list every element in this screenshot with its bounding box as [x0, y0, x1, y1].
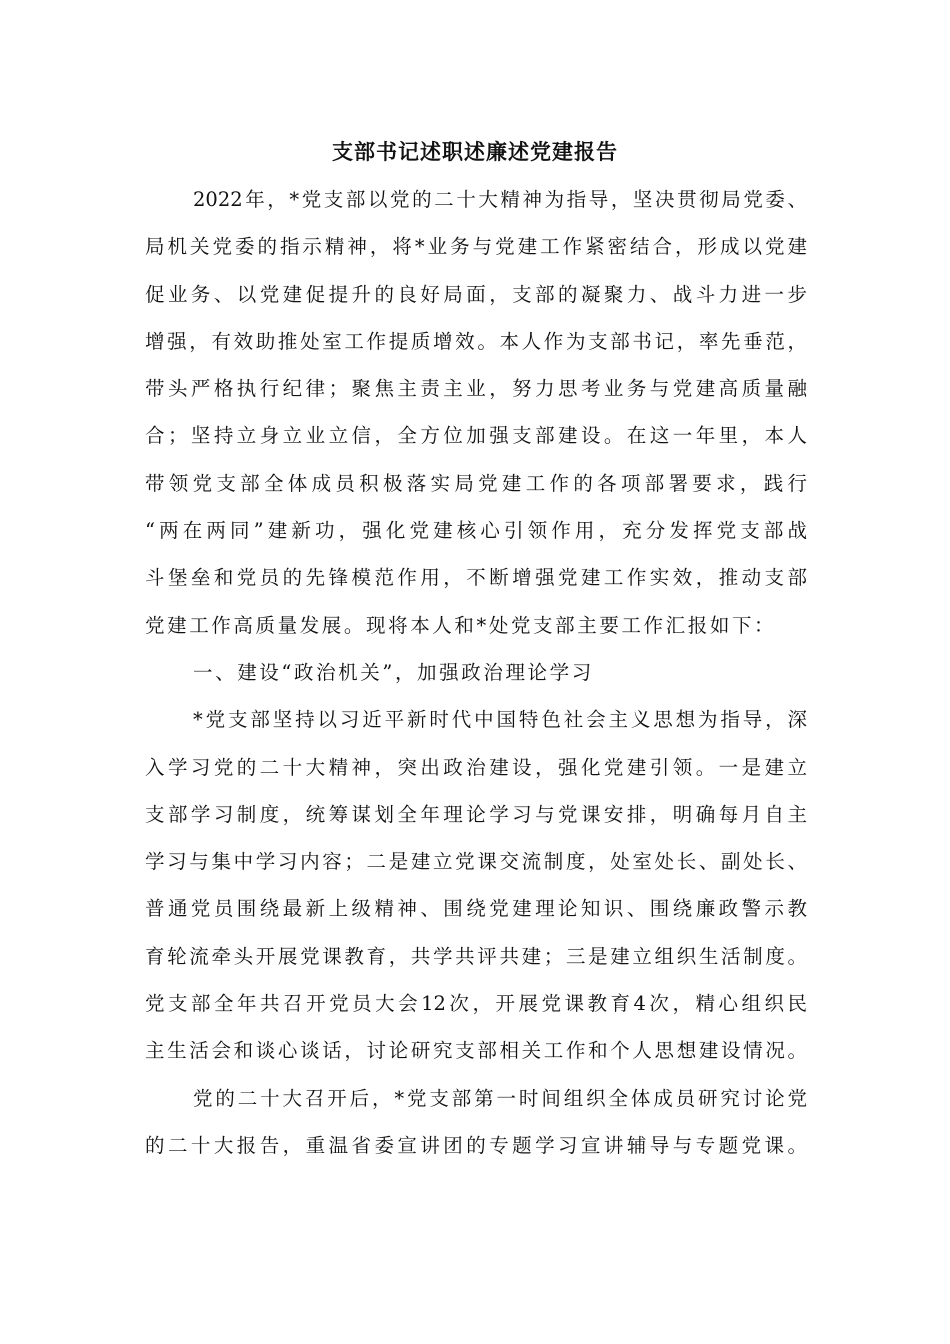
text-line: 育轮流牵头开展党课教育，共学共评共建；三是建立组织生活制度。 [145, 944, 807, 968]
text-line: 入学习党的二十大精神，突出政治建设，强化党建引领。一是建立 [145, 755, 807, 779]
document-body [145, 176, 807, 1169]
text-line: *党支部坚持以习近平新时代中国特色社会主义思想为指导，深 [193, 708, 807, 732]
text-line: 增强，有效助推处室工作提质增效。本人作为支部书记，率先垂范， [145, 329, 807, 353]
text-line: 支部学习制度，统筹谋划全年理论学习与党课安排，明确每月自主 [145, 802, 807, 826]
text-line: 的二十大报告，重温省委宣讲团的专题学习宣讲辅导与专题党课。 [145, 1133, 807, 1157]
text-line: 党建工作高质量发展。现将本人和*处党支部主要工作汇报如下： [145, 613, 777, 637]
text-line: 党支部全年共召开党员大会12次，开展党课教育4次，精心组织民 [145, 992, 807, 1016]
text-line: 合；坚持立身立业立信，全方位加强支部建设。在这一年里，本人 [145, 424, 807, 448]
text-line: 2022年，*党支部以党的二十大精神为指导，坚决贯彻局党委、 [193, 188, 807, 211]
text-line: 局机关党委的指示精神，将*业务与党建工作紧密结合，形成以党建 [145, 235, 807, 259]
text-line: 普通党员围绕最新上级精神、围绕党建理论知识、围绕廉政警示教 [145, 897, 807, 921]
text-line: 党的二十大召开后，*党支部第一时间组织全体成员研究讨论党 [193, 1086, 807, 1110]
text-line: 带领党支部全体成员积极落实局党建工作的各项部署要求，践行 [145, 471, 807, 495]
text-line: 促业务、以党建促提升的良好局面，支部的凝聚力、战斗力进一步 [145, 282, 807, 306]
document-title: 支部书记述职述廉述党建报告 [332, 139, 618, 164]
text-line: 带头严格执行纪律；聚焦主责主业，努力思考业务与党建高质量融 [145, 377, 807, 401]
text-line: 一、建设“政治机关”，加强政治理论学习 [193, 660, 594, 684]
text-line: 主生活会和谈心谈话，讨论研究支部相关工作和个人思想建设情况。 [145, 1039, 807, 1063]
text-line: “两在两同”建新功，强化党建核心引领作用，充分发挥党支部战 [145, 519, 807, 543]
text-line: 斗堡垒和党员的先锋模范作用，不断增强党建工作实效，推动支部 [145, 566, 807, 590]
text-line: 学习与集中学习内容；二是建立党课交流制度，处室处长、副处长、 [145, 850, 807, 874]
